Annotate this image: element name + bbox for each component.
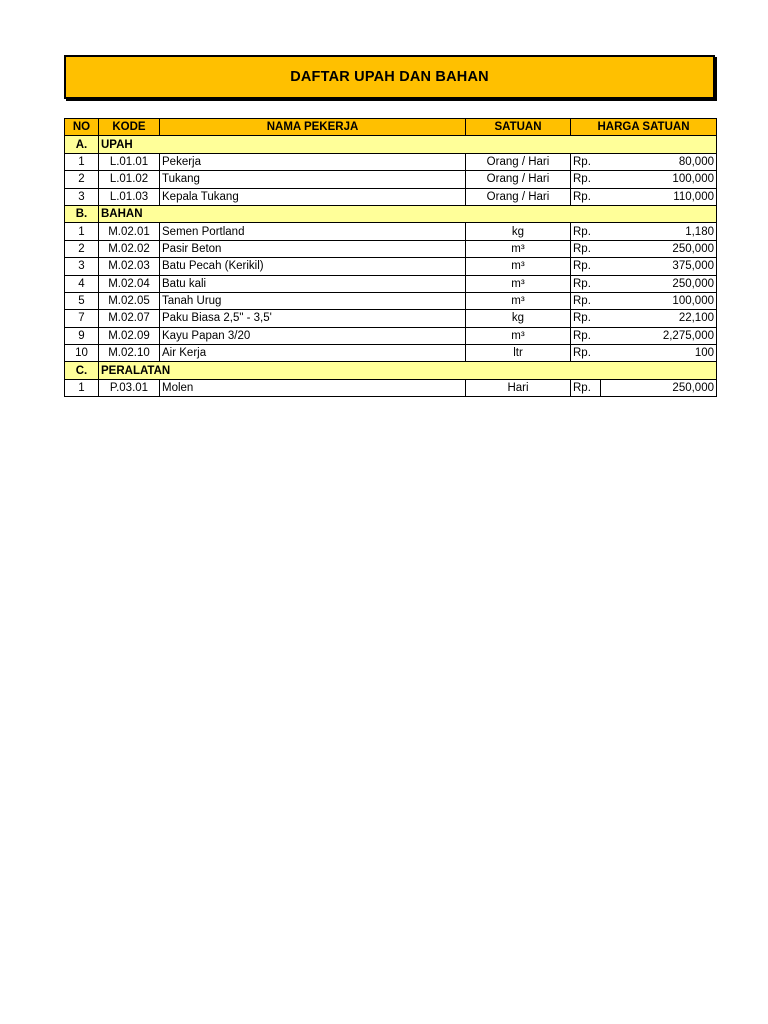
cell-nama: Molen bbox=[160, 379, 466, 396]
cell-harga: 100,000 bbox=[601, 292, 717, 309]
cell-kode: M.02.01 bbox=[99, 223, 160, 240]
cell-harga: 250,000 bbox=[601, 379, 717, 396]
cell-no: 3 bbox=[65, 258, 99, 275]
cell-harga: 375,000 bbox=[601, 258, 717, 275]
section-no: B. bbox=[65, 205, 99, 222]
cell-harga: 1,180 bbox=[601, 223, 717, 240]
table-row bbox=[65, 153, 717, 170]
cell-nama: Batu kali bbox=[160, 275, 466, 292]
cell-harga: 80,000 bbox=[601, 153, 717, 170]
cell-kode: M.02.04 bbox=[99, 275, 160, 292]
cell-kode: P.03.01 bbox=[99, 379, 160, 396]
cell-currency: Rp. bbox=[571, 327, 601, 344]
cell-satuan: Orang / Hari bbox=[466, 188, 571, 205]
cell-no: 2 bbox=[65, 171, 99, 188]
title-box bbox=[64, 55, 715, 99]
header-satuan: SATUAN bbox=[466, 119, 571, 136]
cell-no: 9 bbox=[65, 327, 99, 344]
cell-satuan: m³ bbox=[466, 327, 571, 344]
cell-currency: Rp. bbox=[571, 188, 601, 205]
section-no: C. bbox=[65, 362, 99, 379]
header-row bbox=[65, 119, 717, 136]
cell-currency: Rp. bbox=[571, 258, 601, 275]
header-harga: HARGA SATUAN bbox=[571, 119, 717, 136]
cell-currency: Rp. bbox=[571, 153, 601, 170]
cell-no: 2 bbox=[65, 240, 99, 257]
cell-no: 7 bbox=[65, 310, 99, 327]
cell-no: 3 bbox=[65, 188, 99, 205]
cell-nama: Batu Pecah (Kerikil) bbox=[160, 258, 466, 275]
cell-nama: Air Kerja bbox=[160, 345, 466, 362]
cell-no: 10 bbox=[65, 345, 99, 362]
cell-no: 1 bbox=[65, 379, 99, 396]
cell-currency: Rp. bbox=[571, 171, 601, 188]
table-row bbox=[65, 240, 717, 257]
cell-kode: M.02.07 bbox=[99, 310, 160, 327]
table-row bbox=[65, 275, 717, 292]
cell-no: 1 bbox=[65, 153, 99, 170]
table-row bbox=[65, 379, 717, 396]
cell-harga: 2,275,000 bbox=[601, 327, 717, 344]
cell-nama: Kayu Papan 3/20 bbox=[160, 327, 466, 344]
cell-harga: 250,000 bbox=[601, 240, 717, 257]
section-row-bahan bbox=[65, 205, 717, 222]
cell-kode: L.01.02 bbox=[99, 171, 160, 188]
cell-currency: Rp. bbox=[571, 292, 601, 309]
cell-currency: Rp. bbox=[571, 379, 601, 396]
cell-kode: L.01.01 bbox=[99, 153, 160, 170]
cell-no: 4 bbox=[65, 275, 99, 292]
cell-satuan: Hari bbox=[466, 379, 571, 396]
section-name: PERALATAN bbox=[99, 362, 717, 379]
cell-no: 5 bbox=[65, 292, 99, 309]
header-nama: NAMA PEKERJA bbox=[160, 119, 466, 136]
cell-satuan: m³ bbox=[466, 292, 571, 309]
cell-kode: M.02.05 bbox=[99, 292, 160, 309]
cell-harga: 22,100 bbox=[601, 310, 717, 327]
header-no: NO bbox=[65, 119, 99, 136]
cell-nama: Tanah Urug bbox=[160, 292, 466, 309]
cell-harga: 250,000 bbox=[601, 275, 717, 292]
cell-currency: Rp. bbox=[571, 223, 601, 240]
cell-satuan: kg bbox=[466, 310, 571, 327]
header-kode: KODE bbox=[99, 119, 160, 136]
table-row bbox=[65, 258, 717, 275]
cell-currency: Rp. bbox=[571, 275, 601, 292]
cell-no: 1 bbox=[65, 223, 99, 240]
cell-currency: Rp. bbox=[571, 240, 601, 257]
table-row bbox=[65, 327, 717, 344]
cell-currency: Rp. bbox=[571, 310, 601, 327]
table-row bbox=[65, 223, 717, 240]
cell-harga: 100 bbox=[601, 345, 717, 362]
cell-satuan: kg bbox=[466, 223, 571, 240]
cell-kode: M.02.09 bbox=[99, 327, 160, 344]
cell-satuan: m³ bbox=[466, 275, 571, 292]
cell-harga: 110,000 bbox=[601, 188, 717, 205]
section-name: BAHAN bbox=[99, 205, 717, 222]
cell-nama: Pekerja bbox=[160, 153, 466, 170]
cell-kode: M.02.03 bbox=[99, 258, 160, 275]
section-name: UPAH bbox=[99, 136, 717, 153]
page-title: DAFTAR UPAH DAN BAHAN bbox=[290, 69, 489, 85]
cell-harga: 100,000 bbox=[601, 171, 717, 188]
cell-satuan: m³ bbox=[466, 240, 571, 257]
table-row bbox=[65, 188, 717, 205]
table-row bbox=[65, 310, 717, 327]
section-no: A. bbox=[65, 136, 99, 153]
cell-nama: Tukang bbox=[160, 171, 466, 188]
cell-nama: Semen Portland bbox=[160, 223, 466, 240]
cell-kode: M.02.10 bbox=[99, 345, 160, 362]
section-row-upah bbox=[65, 136, 717, 153]
cell-kode: L.01.03 bbox=[99, 188, 160, 205]
cell-satuan: ltr bbox=[466, 345, 571, 362]
section-row-peralatan bbox=[65, 362, 717, 379]
table-row bbox=[65, 345, 717, 362]
table-row bbox=[65, 292, 717, 309]
cell-satuan: Orang / Hari bbox=[466, 153, 571, 170]
table-row bbox=[65, 171, 717, 188]
price-table bbox=[64, 118, 717, 397]
cell-satuan: Orang / Hari bbox=[466, 171, 571, 188]
cell-nama: Paku Biasa 2,5" - 3,5' bbox=[160, 310, 466, 327]
cell-nama: Kepala Tukang bbox=[160, 188, 466, 205]
cell-nama: Pasir Beton bbox=[160, 240, 466, 257]
cell-satuan: m³ bbox=[466, 258, 571, 275]
cell-kode: M.02.02 bbox=[99, 240, 160, 257]
cell-currency: Rp. bbox=[571, 345, 601, 362]
